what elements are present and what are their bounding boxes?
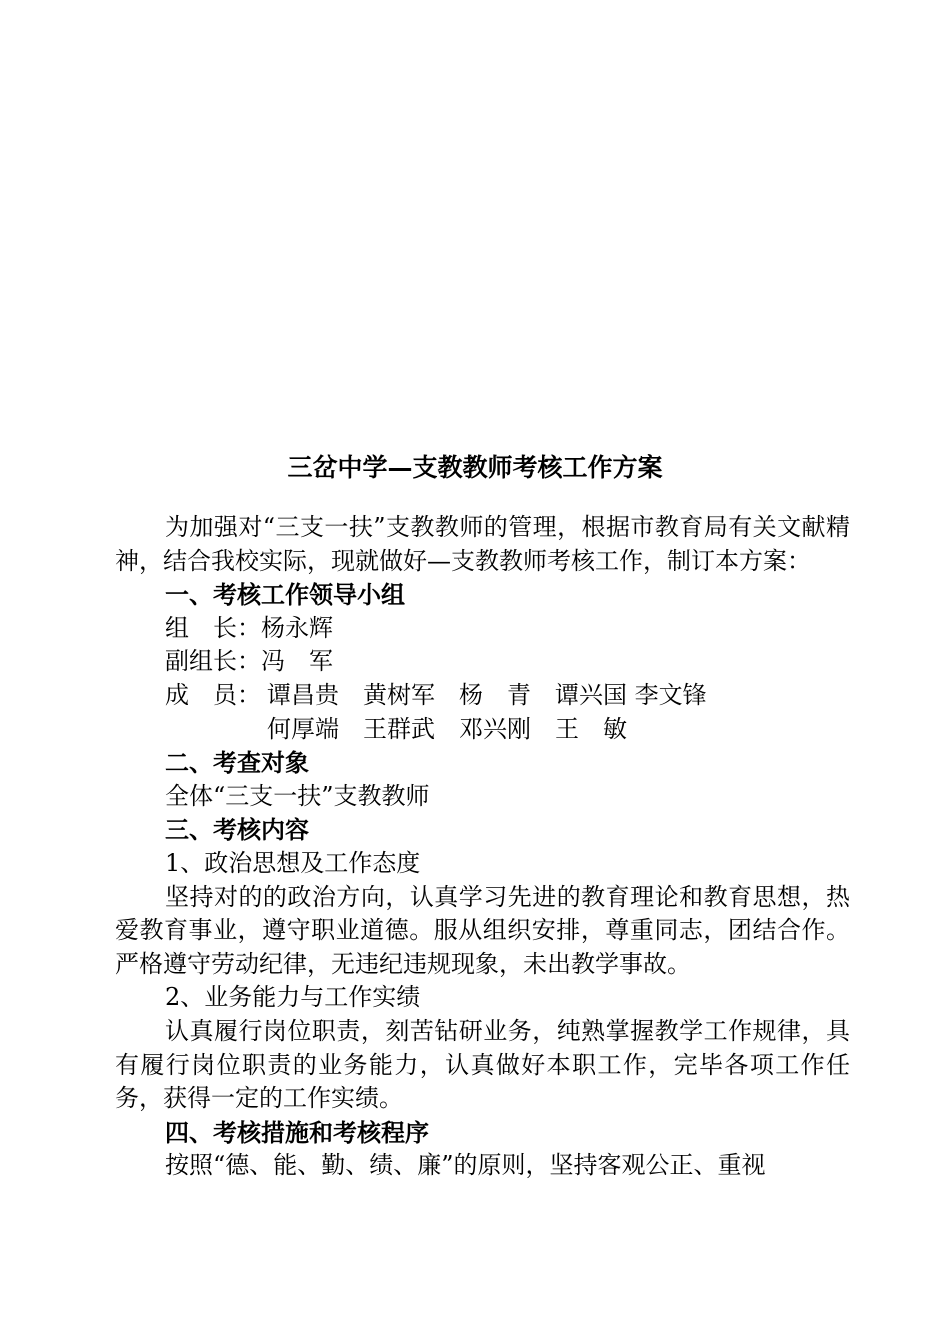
section3-item1-title: 1、政治思想及工作态度 <box>165 848 421 877</box>
section4-heading: 四、考核措施和考核程序 <box>165 1117 429 1147</box>
leader-line: 组 长：杨永辉 <box>165 613 333 642</box>
section3-item2-title: 2、业务能力与工作实绩 <box>165 983 421 1012</box>
members-names-1: 谭昌贵 黄树军 杨 青 谭兴国 李文锋 <box>267 680 707 709</box>
members-line-1 <box>115 679 850 713</box>
section3-heading: 三、考核内容 <box>165 815 309 845</box>
document-body <box>115 511 850 1183</box>
section2-text: 全体“三支一扶”支教教师 <box>165 781 430 810</box>
section3-item2-text: 认真履行岗位职责，刻苦钻研业务，纯熟掌握教学工作规律，具有履行岗位职责的业务能力，认真做好本职工作，完毕各项工作任务，获得一定的工作实绩。 <box>115 1016 850 1113</box>
intro-paragraph: 为加强对“三支一扶”支教教师的管理，根据市教育局有关文献精神，结合我校实际，现就做好—支教教师考核工作，制订本方案： <box>115 513 850 575</box>
members-line-2 <box>115 713 850 747</box>
deputy-line: 副组长：冯 军 <box>165 647 333 676</box>
section2-heading: 二、考查对象 <box>165 748 309 778</box>
section3-item1-text: 坚持对的的政治方向，认真学习先进的教育理论和教育思想，热爱教育事业，遵守职业道德。服从组织安排，尊重同志，团结合作。严格遵守劳动纪律，无违纪违规现象，未出教学事故。 <box>115 882 850 978</box>
members-names-2: 何厚端 王群武 邓兴刚 王 敏 <box>267 714 627 743</box>
section1-heading: 一、考核工作领导小组 <box>165 580 405 610</box>
document-title: 三岔中学—支教教师考核工作方案 <box>287 453 663 482</box>
members-label: 成 员： <box>165 680 261 709</box>
section4-text: 按照“德、能、勤、绩、廉”的原则，坚持客观公正、重视 <box>165 1151 766 1180</box>
members-label-spacer <box>165 713 267 747</box>
